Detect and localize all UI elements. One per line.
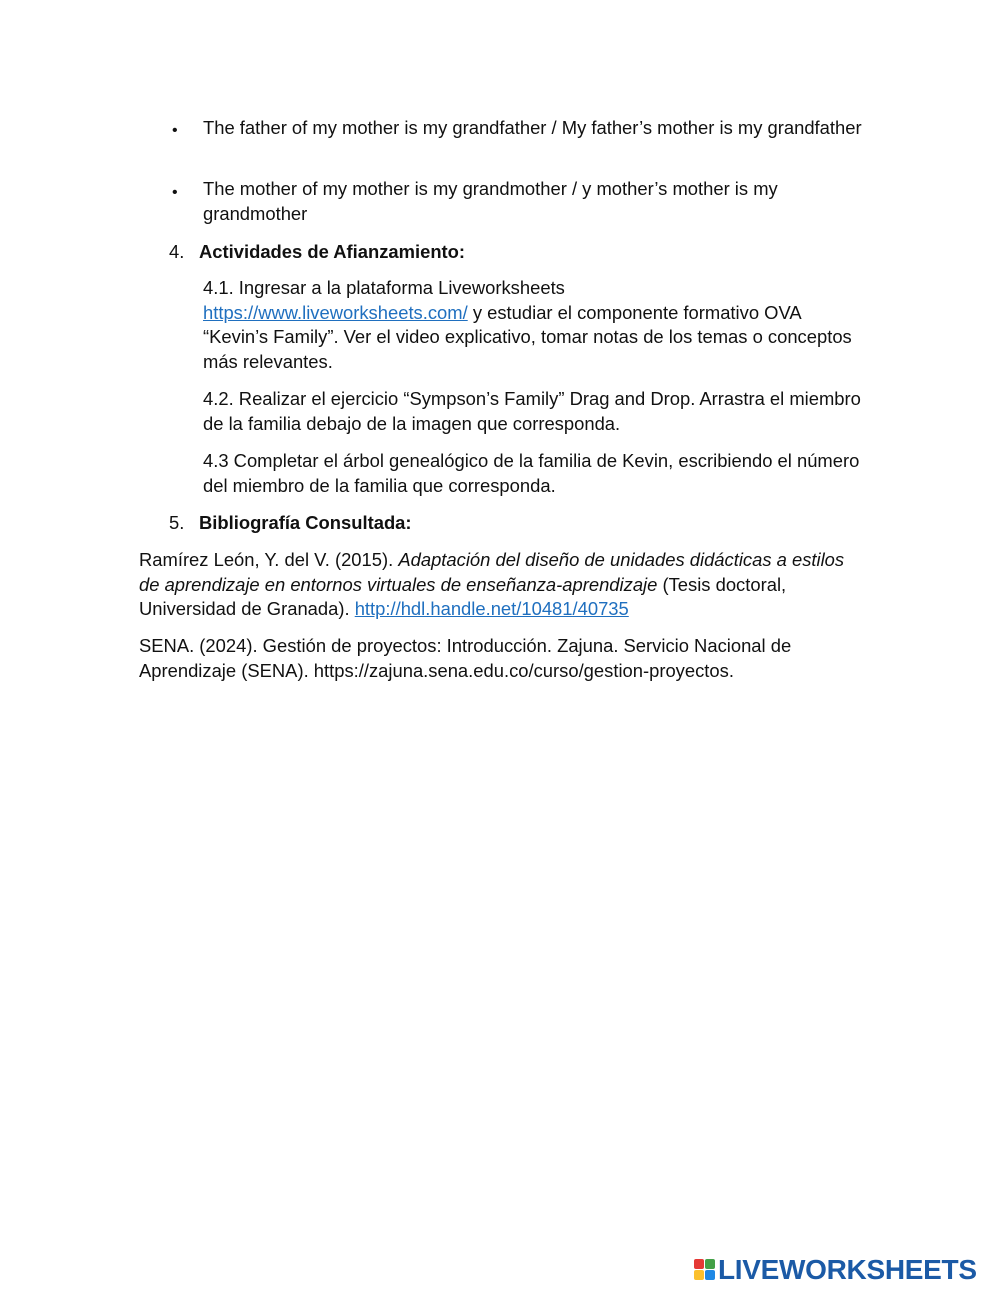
logo-text: LIVEWORKSHEETS: [718, 1254, 977, 1285]
section-5-title: Bibliografía Consultada:: [199, 512, 412, 533]
reference-1-author: Ramírez León, Y. del V. (2015).: [139, 549, 399, 570]
reference-1-source: (Tesis doctoral, Universidad de Granada).: [139, 573, 787, 619]
activity-4-3: 4.3 Completar el árbol genealógico de la familia de Kevin, escribiendo el número del miembro de la familia que corresponda.: [203, 450, 860, 496]
reference-2: SENA. (2024). Gestión de proyectos: Introducción. Zajuna. Servicio Nacional de Aprendizaje (SENA). https://zajuna.sena.edu.co/curso/gestion-proyectos.: [139, 635, 792, 681]
section-4-title: Actividades de Afianzamiento:: [199, 241, 466, 262]
reference-1-title: Adaptación del diseño de unidades didácticas a estilos de aprendizaje en entornos virtuales de enseñanza-aprendizaje: [139, 549, 845, 595]
handle-link[interactable]: http://hdl.handle.net/10481/40735: [354, 598, 629, 619]
bullet-marker: •: [172, 184, 178, 201]
activity-4-1: [203, 276, 863, 374]
activity-4-1-text: 4.1. Ingresar a la plataforma Liveworksheets: [203, 277, 565, 298]
liveworksheets-logo: [694, 1256, 977, 1284]
reference-1: [139, 548, 859, 622]
logo-mark-icon: [694, 1259, 716, 1281]
bullet-item-1: The father of my mother is my grandfather / My father’s mother is my grandfather: [203, 117, 862, 138]
activity-4-1-rest: y estudiar el componente formativo OVA “Kevin’s Family”. Ver el video explicativo, tomar notas de los temas o conceptos más relevantes.: [203, 301, 852, 372]
section-5-number: 5.: [169, 512, 185, 533]
activity-4-2: 4.2. Realizar el ejercicio “Sympson’s Family” Drag and Drop. Arrastra el miembro de la familia debajo de la imagen que corresponda.: [203, 388, 861, 434]
liveworksheets-link[interactable]: https://www.liveworksheets.com/: [203, 301, 468, 323]
bullet-marker: •: [172, 122, 178, 139]
section-4-number: 4.: [169, 241, 185, 262]
bullet-item-2: The mother of my mother is my grandmother / y mother’s mother is my grandmother: [203, 178, 778, 224]
